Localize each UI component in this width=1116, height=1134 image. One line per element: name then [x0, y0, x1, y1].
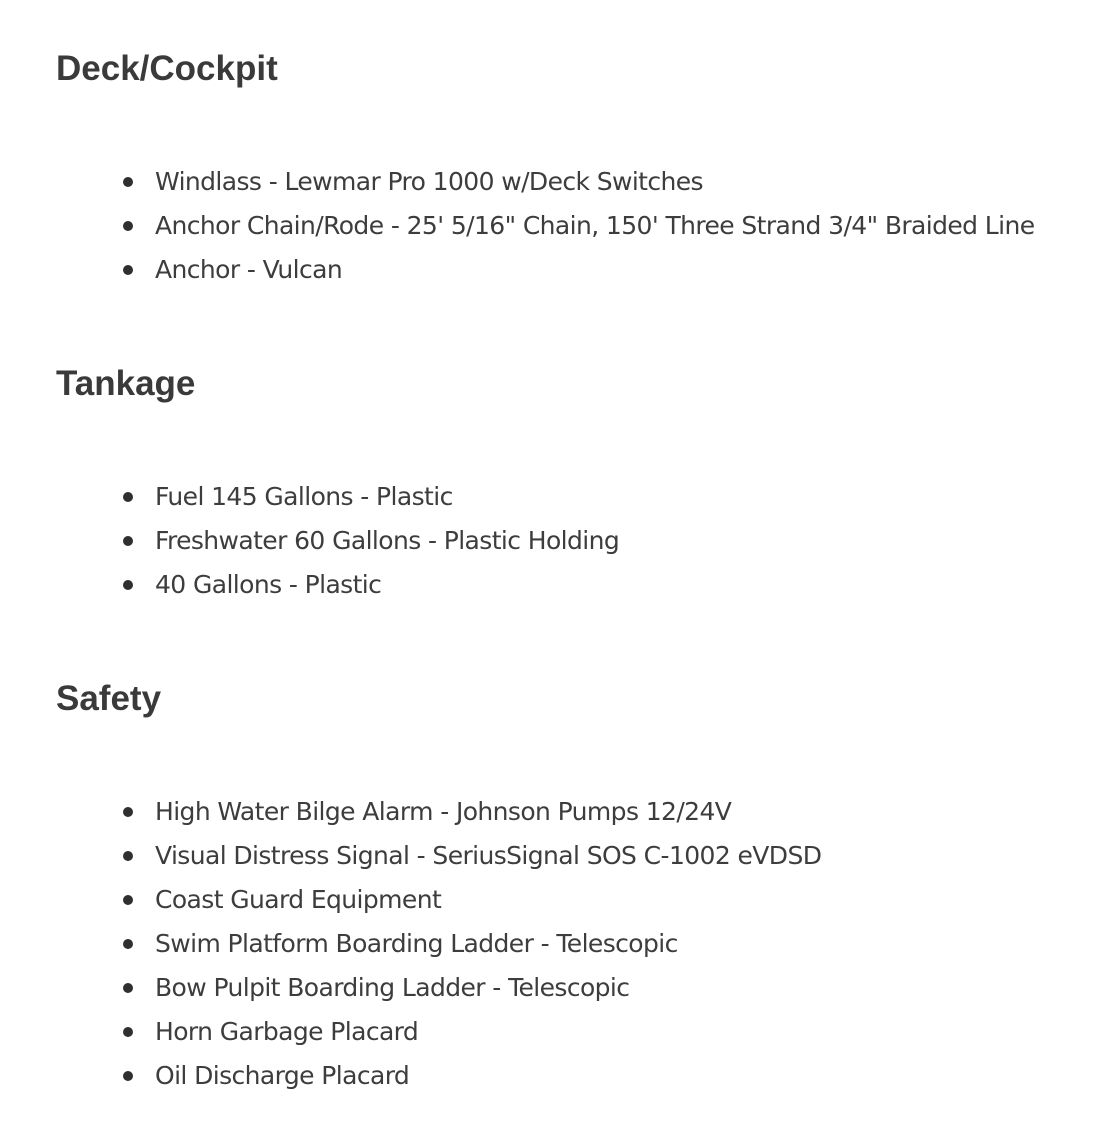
spec-content	[56, 0, 1076, 1098]
list-item	[155, 1010, 1076, 1054]
list-item	[155, 248, 1076, 292]
list-item-text: Coast Guard Equipment	[155, 885, 442, 914]
list-item-text: High Water Bilge Alarm - Johnson Pumps 12/24V	[155, 797, 732, 826]
list-item-text: Freshwater 60 Gallons - Plastic Holding	[155, 526, 620, 555]
list-item-text: Oil Discharge Placard	[155, 1061, 410, 1090]
list-item	[155, 878, 1076, 922]
list-item-text: Visual Distress Signal - SeriusSignal SOS C-1002 eVDSD	[155, 841, 822, 870]
spec-list	[56, 160, 1076, 292]
list-item	[155, 834, 1076, 878]
list-item-text: Bow Pulpit Boarding Ladder - Telescopic	[155, 973, 630, 1002]
list-item	[155, 475, 1076, 519]
bullet-icon	[123, 983, 133, 993]
section-tankage	[56, 364, 1076, 607]
list-item	[155, 966, 1076, 1010]
bullet-icon	[123, 1027, 133, 1037]
bullet-icon	[123, 536, 133, 546]
bullet-icon	[123, 221, 133, 231]
list-item	[155, 519, 1076, 563]
spec-list	[56, 475, 1076, 607]
bullet-icon	[123, 492, 133, 502]
bullet-icon	[123, 1071, 133, 1081]
list-item	[155, 1054, 1076, 1098]
list-item	[155, 563, 1076, 607]
list-item-text: Fuel 145 Gallons - Plastic	[155, 482, 453, 511]
bullet-icon	[123, 895, 133, 905]
spec-list	[56, 790, 1076, 1098]
bullet-icon	[123, 265, 133, 275]
list-item	[155, 204, 1076, 248]
section-safety	[56, 679, 1076, 1098]
list-item-text: Swim Platform Boarding Ladder - Telescopic	[155, 929, 678, 958]
section-title: Tankage	[56, 364, 196, 403]
list-item	[155, 922, 1076, 966]
list-item-text: Anchor - Vulcan	[155, 255, 343, 284]
list-item-text: 40 Gallons - Plastic	[155, 570, 382, 599]
bullet-icon	[123, 807, 133, 817]
bullet-icon	[123, 939, 133, 949]
bullet-icon	[123, 580, 133, 590]
list-item	[155, 790, 1076, 834]
section-deck-cockpit	[56, 49, 1076, 292]
list-item-text: Anchor Chain/Rode - 25' 5/16" Chain, 150' Three Strand 3/4" Braided Line	[155, 211, 1035, 240]
list-item-text: Windlass - Lewmar Pro 1000 w/Deck Switches	[155, 167, 703, 196]
bullet-icon	[123, 177, 133, 187]
section-title: Deck/Cockpit	[56, 49, 278, 88]
list-item-text: Horn Garbage Placard	[155, 1017, 419, 1046]
section-title: Safety	[56, 679, 162, 718]
bullet-icon	[123, 851, 133, 861]
list-item	[155, 160, 1076, 204]
